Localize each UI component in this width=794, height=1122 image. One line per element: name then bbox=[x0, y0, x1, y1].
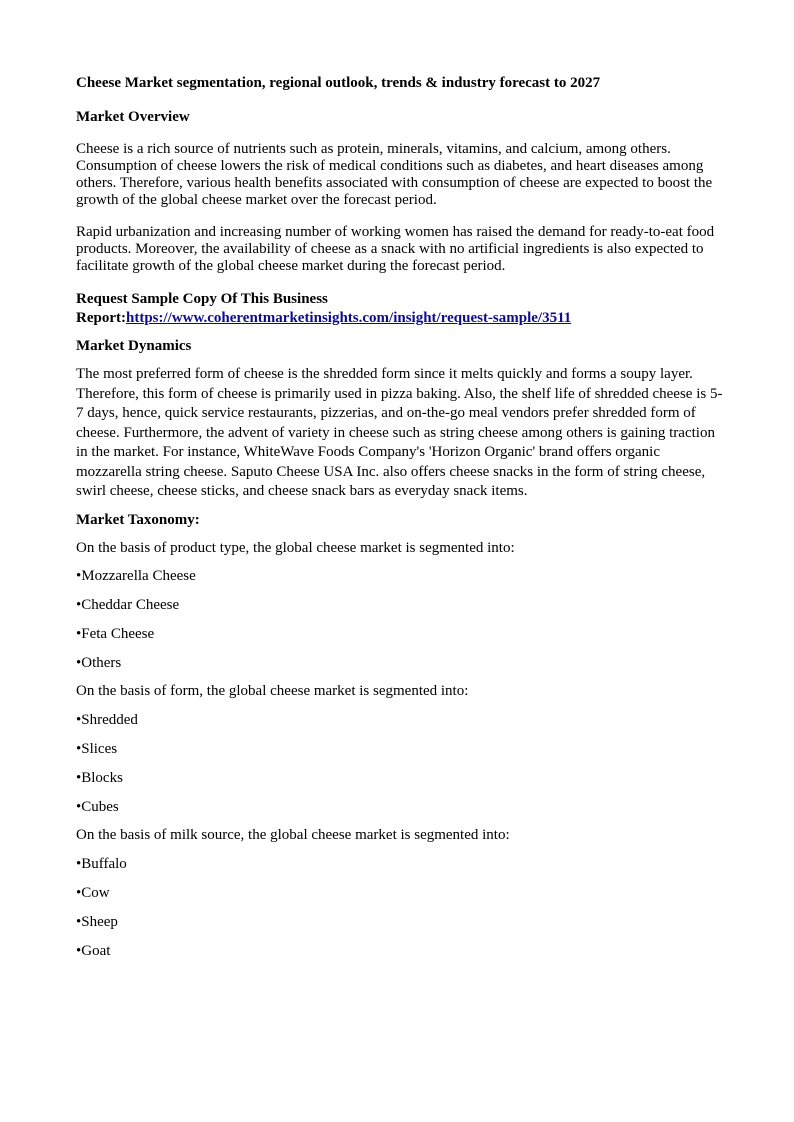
request-sample-link[interactable]: https://www.coherentmarketinsights.com/insight/request-sample/3511 bbox=[125, 310, 572, 326]
product-type-intro: On the basis of product type, the global cheese market is segmented into: bbox=[76, 539, 515, 556]
list-item: •Sheep bbox=[76, 913, 118, 930]
market-dynamics-heading: Market Dynamics bbox=[76, 338, 192, 354]
request-report-prefix: Report: bbox=[76, 310, 126, 326]
list-item: •Cubes bbox=[76, 798, 119, 815]
list-item: •Shredded bbox=[76, 712, 138, 729]
market-overview-heading: Market Overview bbox=[76, 109, 190, 125]
overview-paragraph-1: Cheese is a rich source of nutrients such as protein, minerals, vitamins, and calcium, among others. Consumption of cheese lowers the risk of medical conditions such as diabetes, and heart diseases among others. Therefore, various health benefits associated with consumption of cheese are expected to boost the growth of the global cheese market over the forecast period. bbox=[76, 141, 713, 208]
list-item: •Feta Cheese bbox=[76, 625, 155, 642]
request-sample-block bbox=[76, 290, 726, 328]
list-item: •Others bbox=[76, 654, 122, 671]
list-item: •Goat bbox=[76, 942, 111, 959]
dynamics-paragraph: The most preferred form of cheese is the shredded form since it melts quickly and forms a soupy layer. Therefore, this form of cheese is primarily used in pizza baking. Also, the shelf life of shredded cheese is 5-7 days, hence, quick service restaurants, pizzerias, and on-the-go meal vendors prefer shredded form of cheese. Furthermore, the advent of variety in cheese such as string cheese among others is gaining traction in the market. For instance, WhiteWave Foods Company's 'Horizon Organic' brand offers organic mozzarella string cheese. Saputo Cheese USA Inc. also offers cheese snacks in the form of string cheese, swirl cheese, cheese sticks, and cheese snack bars as everyday snack items. bbox=[76, 366, 723, 499]
list-item: •Buffalo bbox=[76, 856, 127, 873]
list-item: •Slices bbox=[76, 741, 118, 758]
market-taxonomy-heading: Market Taxonomy: bbox=[76, 511, 200, 528]
request-sample-label: Request Sample Copy Of This Business bbox=[76, 291, 328, 307]
milk-source-intro: On the basis of milk source, the global cheese market is segmented into: bbox=[76, 827, 510, 844]
form-intro: On the basis of form, the global cheese market is segmented into: bbox=[76, 683, 469, 700]
list-item: •Cheddar Cheese bbox=[76, 597, 180, 614]
overview-paragraph-2: Rapid urbanization and increasing number of working women has raised the demand for ready-to-eat food products. Moreover, the availability of cheese as a snack with no artificial ingredients is also expected to facilitate growth of the global cheese market during the forecast period. bbox=[76, 224, 715, 274]
list-item: •Cow bbox=[76, 885, 110, 902]
document-page bbox=[76, 74, 726, 970]
list-item: •Mozzarella Cheese bbox=[76, 568, 196, 585]
document-title: Cheese Market segmentation, regional outlook, trends & industry forecast to 2027 bbox=[76, 75, 601, 91]
list-item: •Blocks bbox=[76, 769, 123, 786]
